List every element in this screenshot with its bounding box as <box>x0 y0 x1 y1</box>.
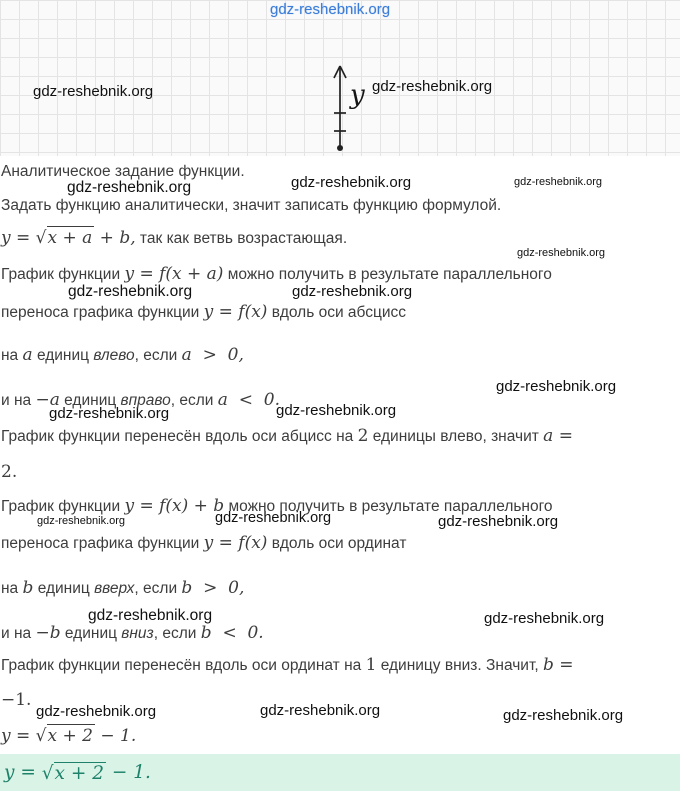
math-segment: y = f(x) + b <box>124 496 225 516</box>
text-segment: График функции <box>1 266 125 283</box>
sqrt-expression: √x + a <box>35 228 93 248</box>
solution-line-9 <box>1 461 17 484</box>
watermark: gdz-reshebnik.org <box>484 610 605 627</box>
math-segment: − 1. <box>94 726 137 746</box>
text-segment: и на <box>1 625 36 642</box>
solution-line-5 <box>1 301 406 324</box>
text-segment: на <box>1 347 23 364</box>
solution-line-15 <box>1 689 31 712</box>
text-segment: Аналитическое задание функции. <box>1 163 245 180</box>
solution-line-11 <box>1 532 406 555</box>
origin-dot <box>337 145 343 151</box>
watermark: gdz-reshebnik.org <box>88 607 213 624</box>
text-segment: График функции перенесён вдоль оси ординат на <box>1 657 366 674</box>
text-segment: единиц <box>60 625 122 642</box>
math-segment: b <box>22 578 34 598</box>
watermark: gdz-reshebnik.org <box>514 176 603 188</box>
math-segment: y = <box>1 228 36 248</box>
watermark: gdz-reshebnik.org <box>517 247 606 259</box>
watermark: gdz-reshebnik.org <box>372 78 493 95</box>
text-segment: и на <box>1 392 36 409</box>
math-segment: −a <box>35 390 60 410</box>
text-segment: можно получить в результате параллельного <box>223 266 552 283</box>
text-segment: График функции <box>1 498 125 515</box>
text-segment: , если <box>153 625 201 642</box>
text-segment: так как ветвь возрастающая. <box>135 230 348 247</box>
solution-line-3 <box>1 226 347 250</box>
text-segment: вдоль оси ординат <box>267 535 407 552</box>
math-segment: a <box>22 345 33 365</box>
text-segment: График функции перенесён вдоль оси абцисс на <box>1 428 358 445</box>
text-segment: переноса графика функции <box>1 535 204 552</box>
watermark: gdz-reshebnik.org <box>292 283 413 300</box>
text-segment: , если <box>170 392 218 409</box>
text-segment: единиц <box>59 392 121 409</box>
solution-line-10 <box>1 495 553 518</box>
watermark: gdz-reshebnik.org <box>37 515 126 527</box>
text-segment: , если <box>134 347 182 364</box>
text-segment: единицы влево, значит <box>368 428 544 445</box>
math-segment: a > 0, <box>181 345 244 365</box>
text-segment: можно получить в результате параллельного <box>224 498 553 515</box>
math-segment: y = f(x + a) <box>124 264 224 284</box>
watermark: gdz-reshebnik.org <box>276 402 397 419</box>
text-segment: Задать функцию аналитически, значит записать функцию формулой. <box>1 197 502 214</box>
answer-band <box>0 754 680 791</box>
y-axis-arrowhead <box>334 66 340 78</box>
watermark: gdz-reshebnik.org <box>438 513 559 530</box>
text-segment: вдоль оси абсцисс <box>267 304 407 321</box>
y-axis-label: y <box>350 80 365 110</box>
math-segment: + b, <box>94 228 136 248</box>
math-segment: −b <box>35 623 61 643</box>
text-segment: , если <box>134 580 182 597</box>
solution-line-16 <box>1 724 136 748</box>
watermark: gdz-reshebnik.org <box>270 1 391 18</box>
math-segment: b = <box>542 655 574 675</box>
watermark: gdz-reshebnik.org <box>215 510 332 526</box>
text-segment: переноса графика функции <box>1 304 204 321</box>
math-segment: y = f(x) <box>203 533 268 553</box>
watermark: gdz-reshebnik.org <box>496 378 617 395</box>
text-segment: на <box>1 580 23 597</box>
emphasis-segment: вверх <box>94 580 135 597</box>
y-axis-arrowhead <box>340 66 346 78</box>
math-segment: a < 0. <box>217 390 280 410</box>
sqrt-expression: √x + 2 <box>41 762 104 784</box>
watermark: gdz-reshebnik.org <box>33 83 154 100</box>
emphasis-segment: влево <box>93 347 135 364</box>
watermark: gdz-reshebnik.org <box>291 174 412 191</box>
watermark: gdz-reshebnik.org <box>260 702 381 719</box>
solution-line-2 <box>1 195 501 217</box>
math-segment: y = f(x) <box>203 302 268 322</box>
math-segment: b < 0. <box>200 623 264 643</box>
solution-line-8 <box>1 425 573 448</box>
math-segment: 2. <box>1 462 18 482</box>
solution-line-13 <box>1 622 264 645</box>
math-segment: 1 <box>365 655 377 675</box>
math-segment: b > 0, <box>181 578 245 598</box>
solution-line-14 <box>1 654 573 677</box>
watermark: gdz-reshebnik.org <box>49 405 170 422</box>
sqrt-expression: √x + 2 <box>35 726 93 746</box>
watermark: gdz-reshebnik.org <box>68 283 193 300</box>
emphasis-segment: вправо <box>120 392 171 409</box>
text-segment: единиц <box>32 347 94 364</box>
math-segment: y = <box>4 762 42 783</box>
watermark: gdz-reshebnik.org <box>36 703 157 720</box>
math-segment: a = <box>543 426 573 446</box>
watermark: gdz-reshebnik.org <box>503 707 624 724</box>
emphasis-segment: вниз <box>121 625 154 642</box>
text-segment: единиц <box>33 580 95 597</box>
solution-line-4 <box>1 263 552 286</box>
solution-line-7 <box>1 389 280 412</box>
solution-line-1 <box>1 161 245 183</box>
math-segment: −1. <box>1 690 32 710</box>
grid-paper <box>0 0 680 156</box>
solution-line-12 <box>1 577 244 600</box>
math-segment: y = <box>1 726 36 746</box>
solution-line-6 <box>1 344 244 367</box>
watermark: gdz-reshebnik.org <box>67 179 192 196</box>
math-segment: 2 <box>357 426 369 446</box>
text-segment: единицу вниз. Значит, <box>376 657 543 674</box>
math-segment: − 1. <box>105 762 151 783</box>
